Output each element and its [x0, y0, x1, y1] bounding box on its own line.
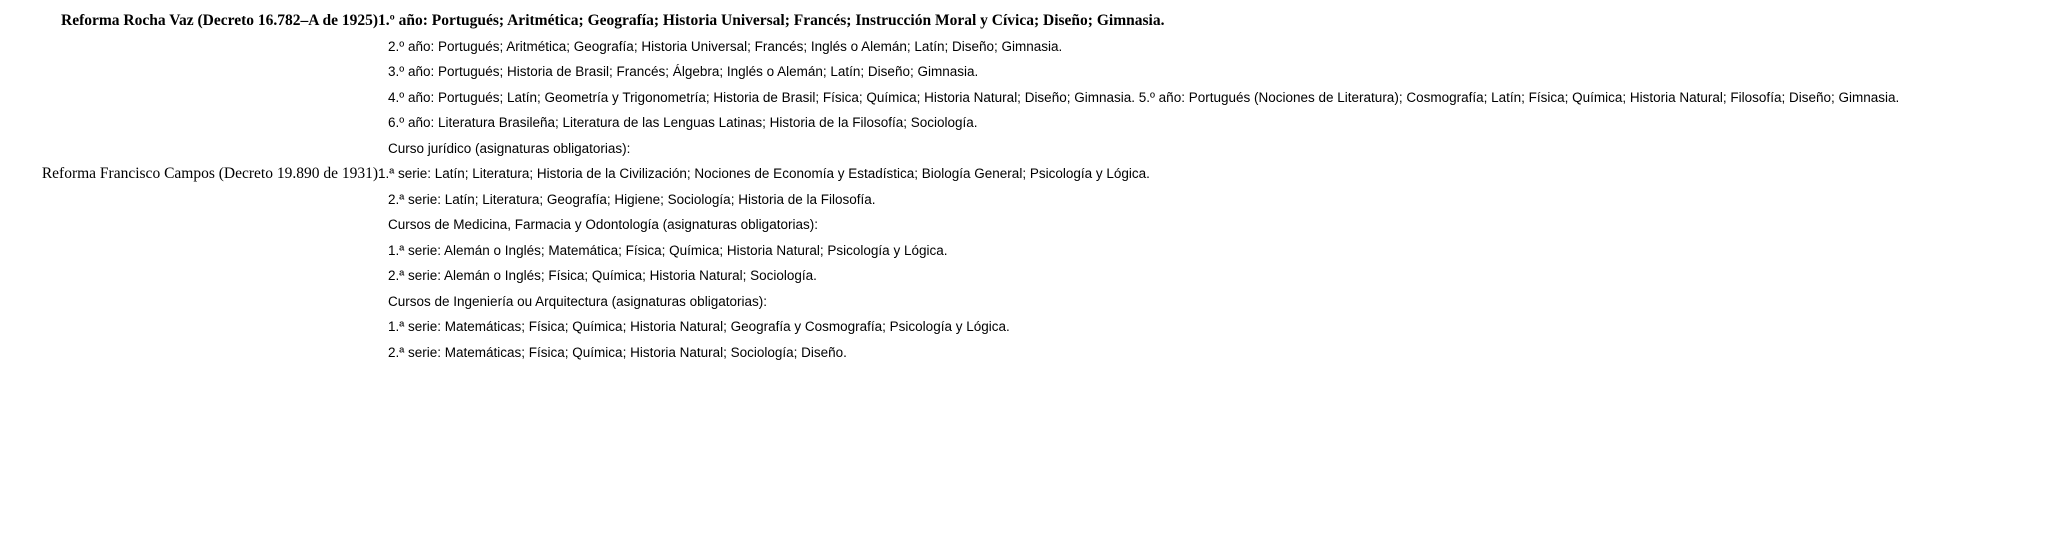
curriculum-line: 2.ª serie: Alemán o Inglés; Física; Química; Historia Natural; Sociología.: [388, 268, 817, 283]
curriculum-line: 4.º año: Portugués; Latín; Geometría y Trigonometría; Historia de Brasil; Física; Química; Historia Natural; Diseño; Gimnasia. 5.º año: Portugués (Nociones de Literatura); Cosmografía; Latín; Física; Química; Historia Natural; Filosofía; Diseño; Gimnasia.: [388, 89, 1900, 105]
row-label-cell: [0, 8, 378, 161]
reform-label: Reforma Rocha Vaz (Decreto 16.782–A de 1925): [61, 12, 378, 29]
row-content-cell: [378, 161, 2061, 365]
reform-label: Reforma Francisco Campos (Decreto 19.890 de 1931): [41, 165, 378, 182]
curriculum-line: 1.ª serie: Alemán o Inglés; Matemática; Física; Química; Historia Natural; Psicología y Lógica.: [388, 242, 948, 258]
table-body: [0, 8, 2061, 365]
table-row: [0, 8, 2061, 161]
curriculum-line: Cursos de Medicina, Farmacia y Odontología (asignaturas obligatorias):: [388, 217, 818, 232]
curriculum-line: 1.º año: Portugués; Aritmética; Geografía; Historia Universal; Francés; Instrucción Moral y Cívica; Diseño; Gimnasia.: [378, 12, 1165, 29]
curriculum-line: 3.º año: Portugués; Historia de Brasil; Francés; Álgebra; Inglés o Alemán; Latín; Diseño; Gimnasia.: [388, 64, 979, 79]
curriculum-line: 2.ª serie: Matemáticas; Física; Química; Historia Natural; Sociología; Diseño.: [388, 344, 847, 360]
curriculum-line: 2.º año: Portugués; Aritmética; Geografía; Historia Universal; Francés; Inglés o Alemán; Latín; Diseño; Gimnasia.: [388, 38, 1063, 54]
curriculum-line: 6.º año: Literatura Brasileña; Literatura de las Lenguas Latinas; Historia de la Filosofía; Sociología.: [388, 115, 978, 130]
curriculum-line: Cursos de Ingeniería ou Arquitectura (asignaturas obligatorias):: [388, 293, 767, 309]
reform-table: [0, 8, 2061, 365]
table-row: [0, 161, 2061, 365]
row-content-cell: [378, 8, 2061, 161]
curriculum-line: 1.ª serie: Latín; Literatura; Historia de la Civilización; Nociones de Economía y Estadística; Biología General; Psicología y Lógica.: [378, 166, 1150, 181]
row-label-cell: [0, 161, 378, 365]
curriculum-line: 2.ª serie: Latín; Literatura; Geografía; Higiene; Sociología; Historia de la Filosofía.: [388, 191, 876, 207]
curriculum-line: 1.ª serie: Matemáticas; Física; Química; Historia Natural; Geografía y Cosmografía; Psicología y Lógica.: [388, 319, 1010, 334]
curriculum-line: Curso jurídico (asignaturas obligatorias):: [388, 140, 631, 156]
